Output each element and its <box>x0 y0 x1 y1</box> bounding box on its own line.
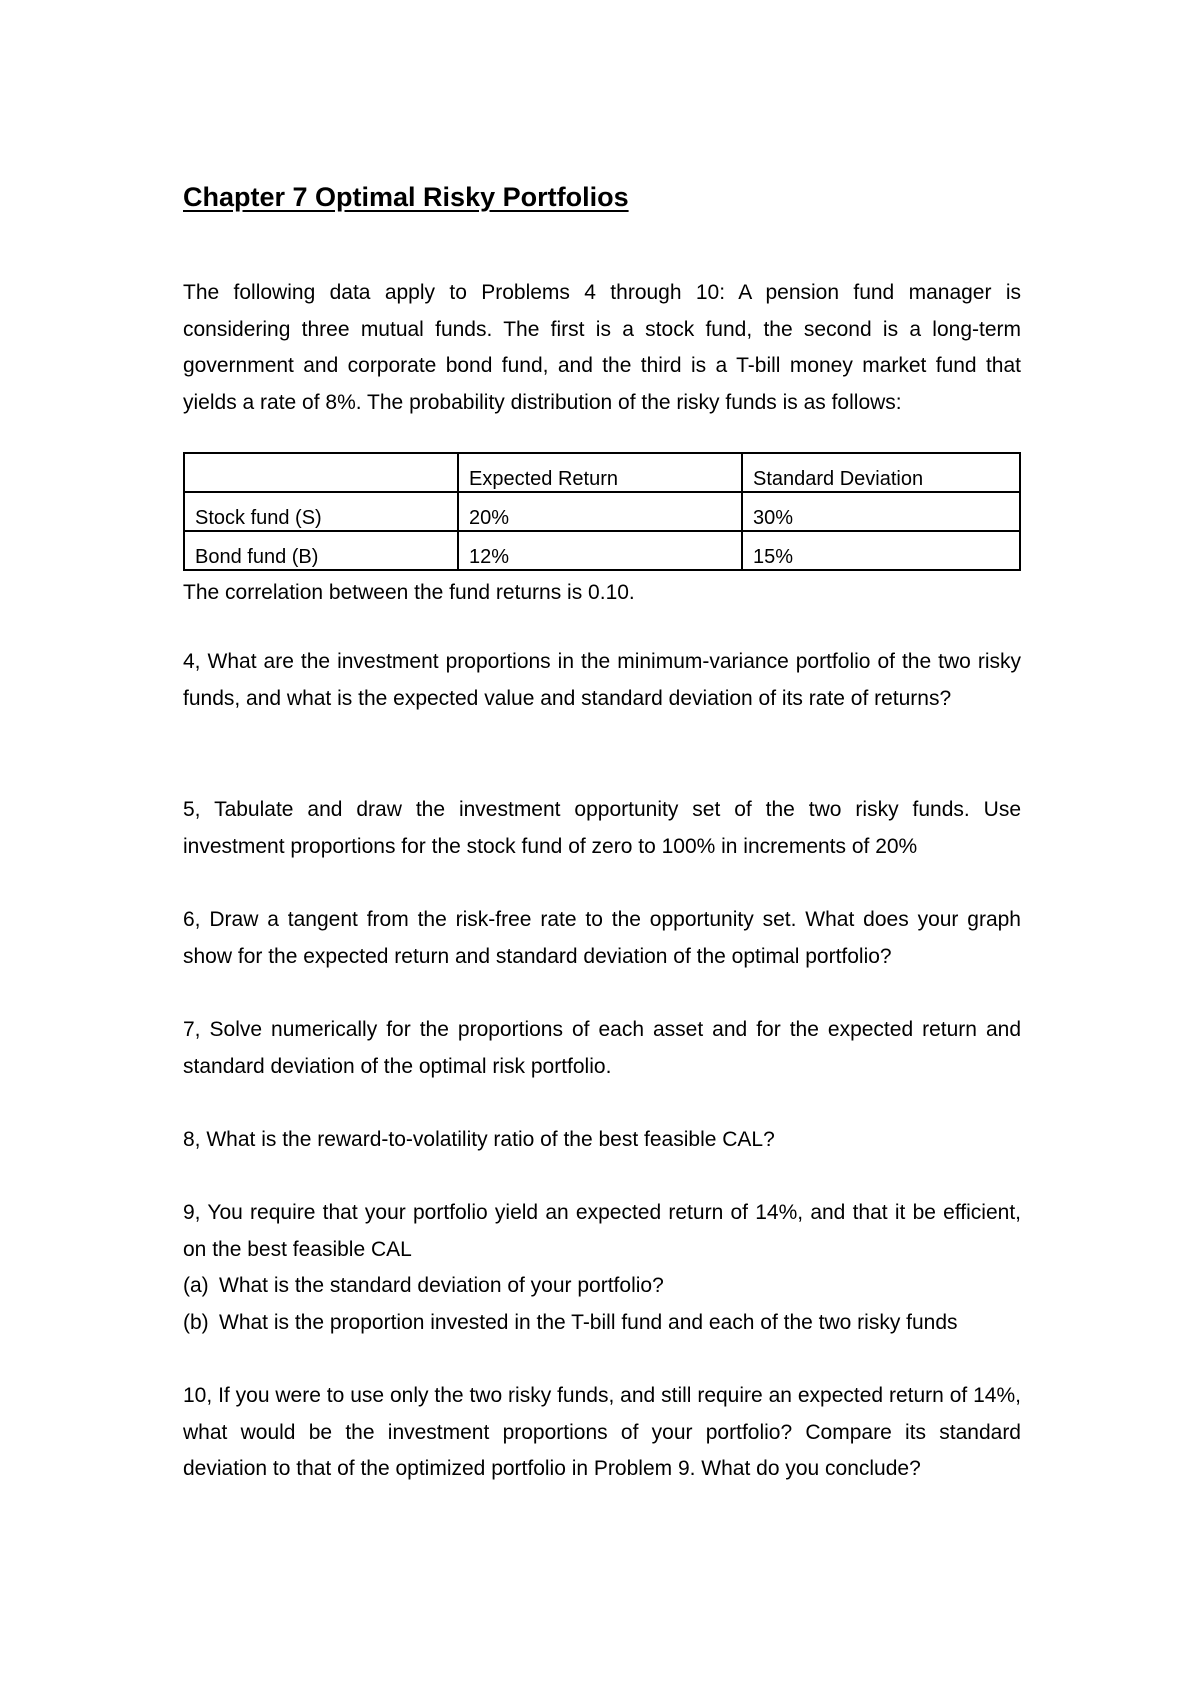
question-9b <box>183 1305 958 1342</box>
question-9a-text: What is the standard deviation of your portfolio? <box>219 1274 664 1297</box>
table-cell: 20% <box>458 492 742 531</box>
table-cell: Stock fund (S) <box>184 492 458 531</box>
question-9b-label: (b) <box>183 1311 209 1334</box>
question-9a-label: (a) <box>183 1274 209 1297</box>
question-10: 10, If you were to use only the two risky funds, and still require an expected return of 14%, what would be the investment proportions of your portfolio? Compare its standard deviation to that of the optimized portfolio in Problem 9. What do you conclude? <box>183 1384 1021 1480</box>
table-row <box>184 492 1020 531</box>
correlation-note: The correlation between the fund returns is 0.10. <box>183 581 635 604</box>
question-9a <box>183 1268 664 1305</box>
table-header-cell: Standard Deviation <box>742 453 1020 492</box>
table-cell: 12% <box>458 531 742 570</box>
table-cell: 30% <box>742 492 1020 531</box>
table-row <box>184 531 1020 570</box>
table-cell: 15% <box>742 531 1020 570</box>
table-cell: Bond fund (B) <box>184 531 458 570</box>
table-header-cell <box>184 453 458 492</box>
question-8: 8, What is the reward-to-volatility ratio of the best feasible CAL? <box>183 1128 775 1151</box>
chapter-title: Chapter 7 Optimal Risky Portfolios <box>183 182 629 212</box>
table-header-cell: Expected Return <box>458 453 742 492</box>
question-9: 9, You require that your portfolio yield an expected return of 14%, and that it be efficient, on the best feasible CAL <box>183 1201 1021 1261</box>
question-7: 7, Solve numerically for the proportions of each asset and for the expected return and standard deviation of the optimal risk portfolio. <box>183 1018 1021 1078</box>
fund-data-table <box>183 452 1021 571</box>
table-header-row <box>184 453 1020 492</box>
question-5: 5, Tabulate and draw the investment opportunity set of the two risky funds. Use investment proportions for the stock fund of zero to 100% in increments of 20% <box>183 798 1021 858</box>
question-4: 4, What are the investment proportions in the minimum-variance portfolio of the two risky funds, and what is the expected value and standard deviation of its rate of returns? <box>183 650 1021 710</box>
question-6: 6, Draw a tangent from the risk-free rate to the opportunity set. What does your graph show for the expected return and standard deviation of the optimal portfolio? <box>183 908 1021 968</box>
intro-paragraph: The following data apply to Problems 4 through 10: A pension fund manager is considering three mutual funds. The first is a stock fund, the second is a long-term government and corporate bond fund, and the third is a T-bill money market fund that yields a rate of 8%. The probability distribution of the risky funds is as follows: <box>183 281 1021 414</box>
question-9b-text: What is the proportion invested in the T-bill fund and each of the two risky funds <box>219 1311 958 1334</box>
